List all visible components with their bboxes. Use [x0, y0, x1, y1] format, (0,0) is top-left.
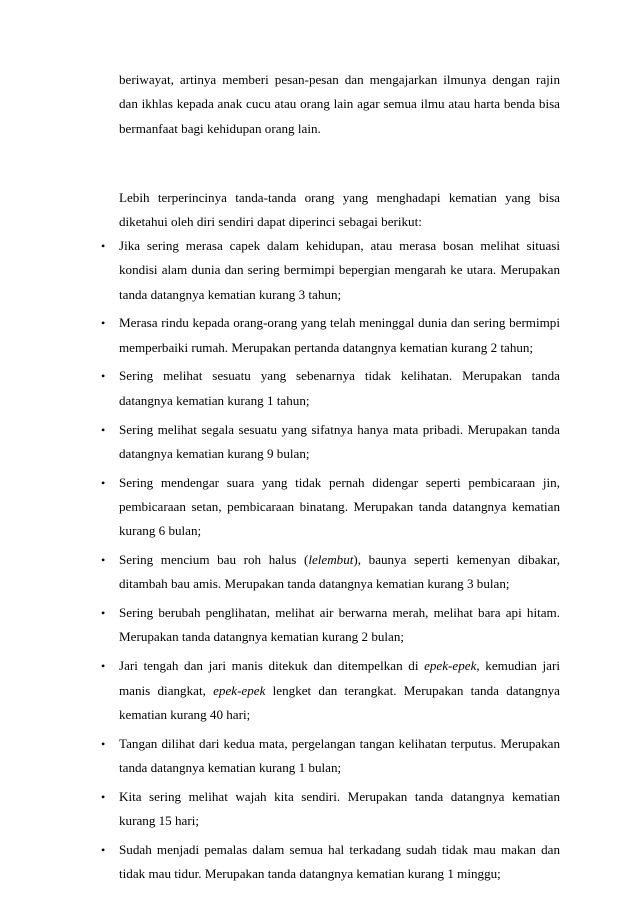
- list-item-text: Sering berubah penglihatan, melihat air berwarna merah, melihat bara api hitam. Merupakan tanda datangnya kematian kurang 2 bulan;: [119, 605, 560, 645]
- list-item: [101, 601, 560, 650]
- bullet-icon: •: [101, 316, 106, 331]
- bullet-icon: •: [101, 606, 106, 621]
- list-item: [101, 785, 560, 834]
- list-item: [101, 418, 560, 467]
- list-item-text: Sering melihat segala sesuatu yang sifatnya hanya mata pribadi. Merupakan tanda datangnya kematian kurang 9 bulan;: [119, 421, 560, 461]
- bullet-icon: •: [101, 789, 106, 804]
- list-item-text: Kita sering melihat wajah kita sendiri. Merupakan tanda datangnya kematian kurang 15 hari;: [119, 788, 560, 829]
- list-item-text-end: ), baunya seperti kemenyan dibakar, ditambah bau amis. Merupakan tanda datangnya kematian kurang 3 bulan;: [119, 552, 560, 592]
- list-item-text-end: lengket dan terangkat. Merupakan tanda datangnya kematian kurang 40 hari;: [119, 682, 560, 722]
- list-item-text: Merasa rindu kepada orang-orang yang telah meninggal dunia dan sering bermimpi memperbaiki rumah. Merupakan pertanda datangnya kematian kurang 2 tahun;: [119, 315, 560, 355]
- list-item: [101, 364, 560, 413]
- list-item-text: Sudah menjadi pemalas dalam semua hal terkadang sudah tidak mau makan dan tidak mau tidur. Merupakan tanda datangnya kematian kurang 1 minggu;: [119, 841, 560, 882]
- bullet-icon: •: [101, 475, 106, 490]
- italic-term: epek-epek: [424, 658, 477, 674]
- bullet-list: [101, 234, 560, 891]
- list-item: [101, 838, 560, 887]
- list-item-text-start: Jari tengah dan jari manis ditekuk dan ditempelkan di: [119, 658, 425, 674]
- list-item: [101, 548, 560, 597]
- continuation-paragraph: beriwayat, artinya memberi pesan-pesan dan mengajarkan ilmunya dengan rajin dan ikhlas kepada anak cucu atau orang lain agar semua ilmu atau harta benda bisa bermanfaat bagi kehidupan orang lain.: [119, 72, 560, 136]
- list-item-text: Sering mendengar suara yang tidak pernah didengar seperti pembicaraan jin, pembicaraan setan, pembicaraan binatang. Merupakan tanda datangnya kematian kurang 6 bulan;: [119, 474, 560, 539]
- list-item-text: Jika sering merasa capek dalam kehidupan, atau merasa bosan melihat situasi kondisi alam dunia dan sering bermimpi bepergian mengarah ke utara. Merupakan tanda datangnya kematian kurang 3 tahun;: [119, 238, 560, 302]
- list-item-text-start: Sering mencium bau roh halus (: [119, 552, 309, 568]
- bullet-icon: •: [101, 842, 106, 857]
- list-item-text: Tangan dilihat dari kedua mata, pergelangan tangan kelihatan terputus. Merupakan tanda datangnya kematian kurang 1 bulan;: [119, 735, 560, 775]
- bullet-icon: •: [101, 553, 106, 568]
- list-item: [101, 471, 560, 544]
- list-item: [101, 311, 560, 360]
- bullet-icon: •: [101, 369, 106, 384]
- list-item-text-middle: , kemudian jari manis diangkat,: [119, 658, 560, 698]
- bullet-icon: •: [101, 736, 106, 751]
- intro-paragraph: Lebih terperincinya tanda-tanda orang yang menghadapi kematian yang bisa diketahui oleh diri sendiri dapat diperinci sebagai berikut:: [119, 190, 560, 230]
- italic-term: epek-epek: [213, 682, 266, 698]
- italic-term: lelembut: [308, 552, 354, 568]
- list-item: [101, 654, 560, 727]
- list-item: [101, 732, 560, 781]
- bullet-icon: •: [101, 239, 106, 253]
- list-item-text: Sering melihat sesuatu yang sebenarnya tidak kelihatan. Merupakan tanda datangnya kematian kurang 1 tahun;: [119, 368, 560, 408]
- list-item: [101, 234, 560, 307]
- bullet-icon: •: [101, 422, 106, 437]
- bullet-icon: •: [101, 659, 106, 674]
